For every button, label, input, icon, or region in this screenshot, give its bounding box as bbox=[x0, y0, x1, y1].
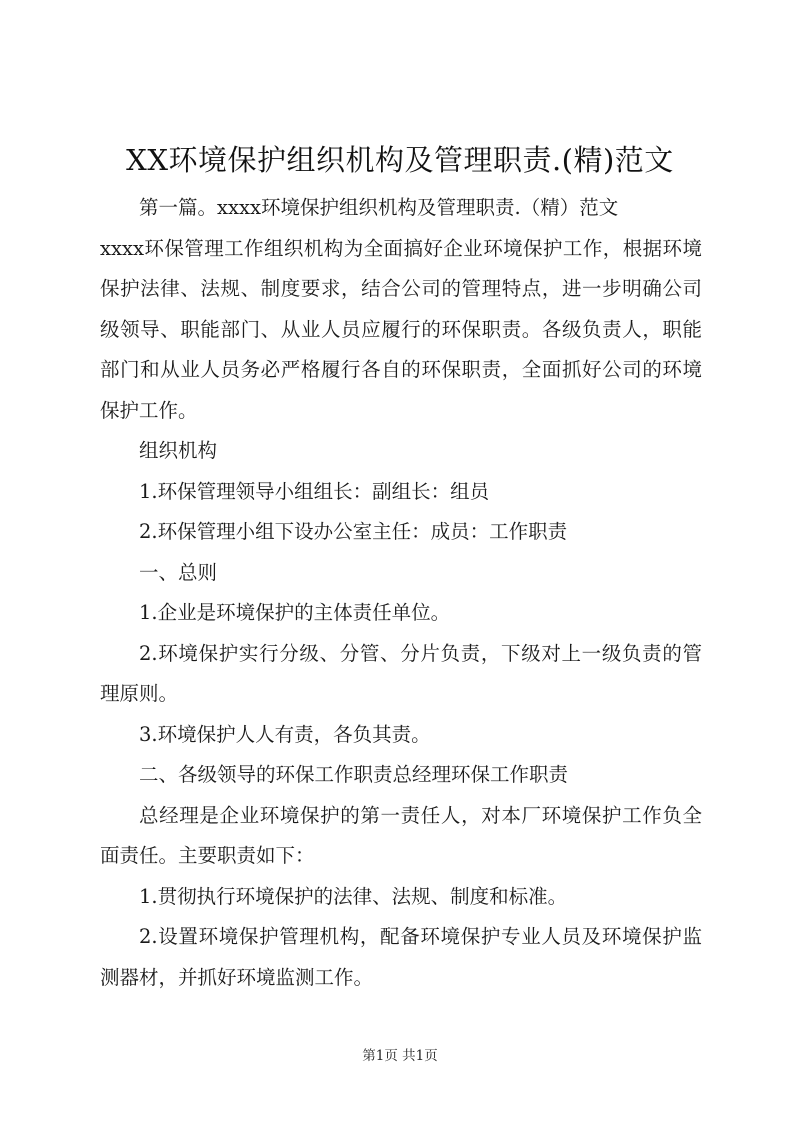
paragraph-section-1-item-3: 3.环境保护人人有责，各负其责。 bbox=[139, 722, 431, 746]
paragraph-section-1-item-2: 2.环境保护实行分级、分管、分片负责，下级对上一级负责的管理原则。 bbox=[100, 641, 702, 705]
paragraph-section-1-heading: 一、总则 bbox=[139, 560, 218, 584]
paragraph-gm-item-1: 1.贯彻执行环境保护的法律、法规、制度和标准。 bbox=[139, 884, 568, 908]
paragraph-org-item-1: 1.环保管理领导小组组长：副组长：组员 bbox=[139, 479, 490, 503]
paragraph-org-item-2: 2.环保管理小组下设办公室主任：成员：工作职责 bbox=[139, 520, 568, 543]
paragraph-gm-item-2: 2.设置环境保护管理机构，配备环境保护专业人员及环境保护监测器材，并抓好环境监测工作。 bbox=[100, 925, 702, 989]
page-footer: 第1页 共1页 bbox=[362, 1048, 438, 1064]
paragraph-section-1-item-1: 1.企业是环境保护的主体责任单位。 bbox=[139, 601, 451, 624]
document-title: XX环境保护组织机构及管理职责.(精)范文 bbox=[126, 143, 674, 177]
paragraph-intro-heading: 第一篇。xxxx环境保护组织机构及管理职责.（精）范文 bbox=[139, 196, 619, 219]
paragraph-org-heading: 组织机构 bbox=[139, 439, 218, 462]
document-body bbox=[100, 188, 702, 998]
paragraph-section-2-heading: 二、各级领导的环保工作职责总经理环保工作职责 bbox=[139, 763, 569, 786]
paragraph-intro: xxxx环保管理工作组织机构为全面搞好企业环境保护工作，根据环境保护法律、法规、制度要求，结合公司的管理特点，进一步明确公司级领导、职能部门、从业人员应履行的环保职责。各级负责人，职能部门和从业人员务必严格履行各自的环保职责，全面抓好公司的环境保护工作。 bbox=[100, 236, 702, 422]
paragraph-gm-duties: 总经理是企业环境保护的第一责任人，对本厂环境保护工作负全面责任。主要职责如下： bbox=[100, 803, 702, 867]
